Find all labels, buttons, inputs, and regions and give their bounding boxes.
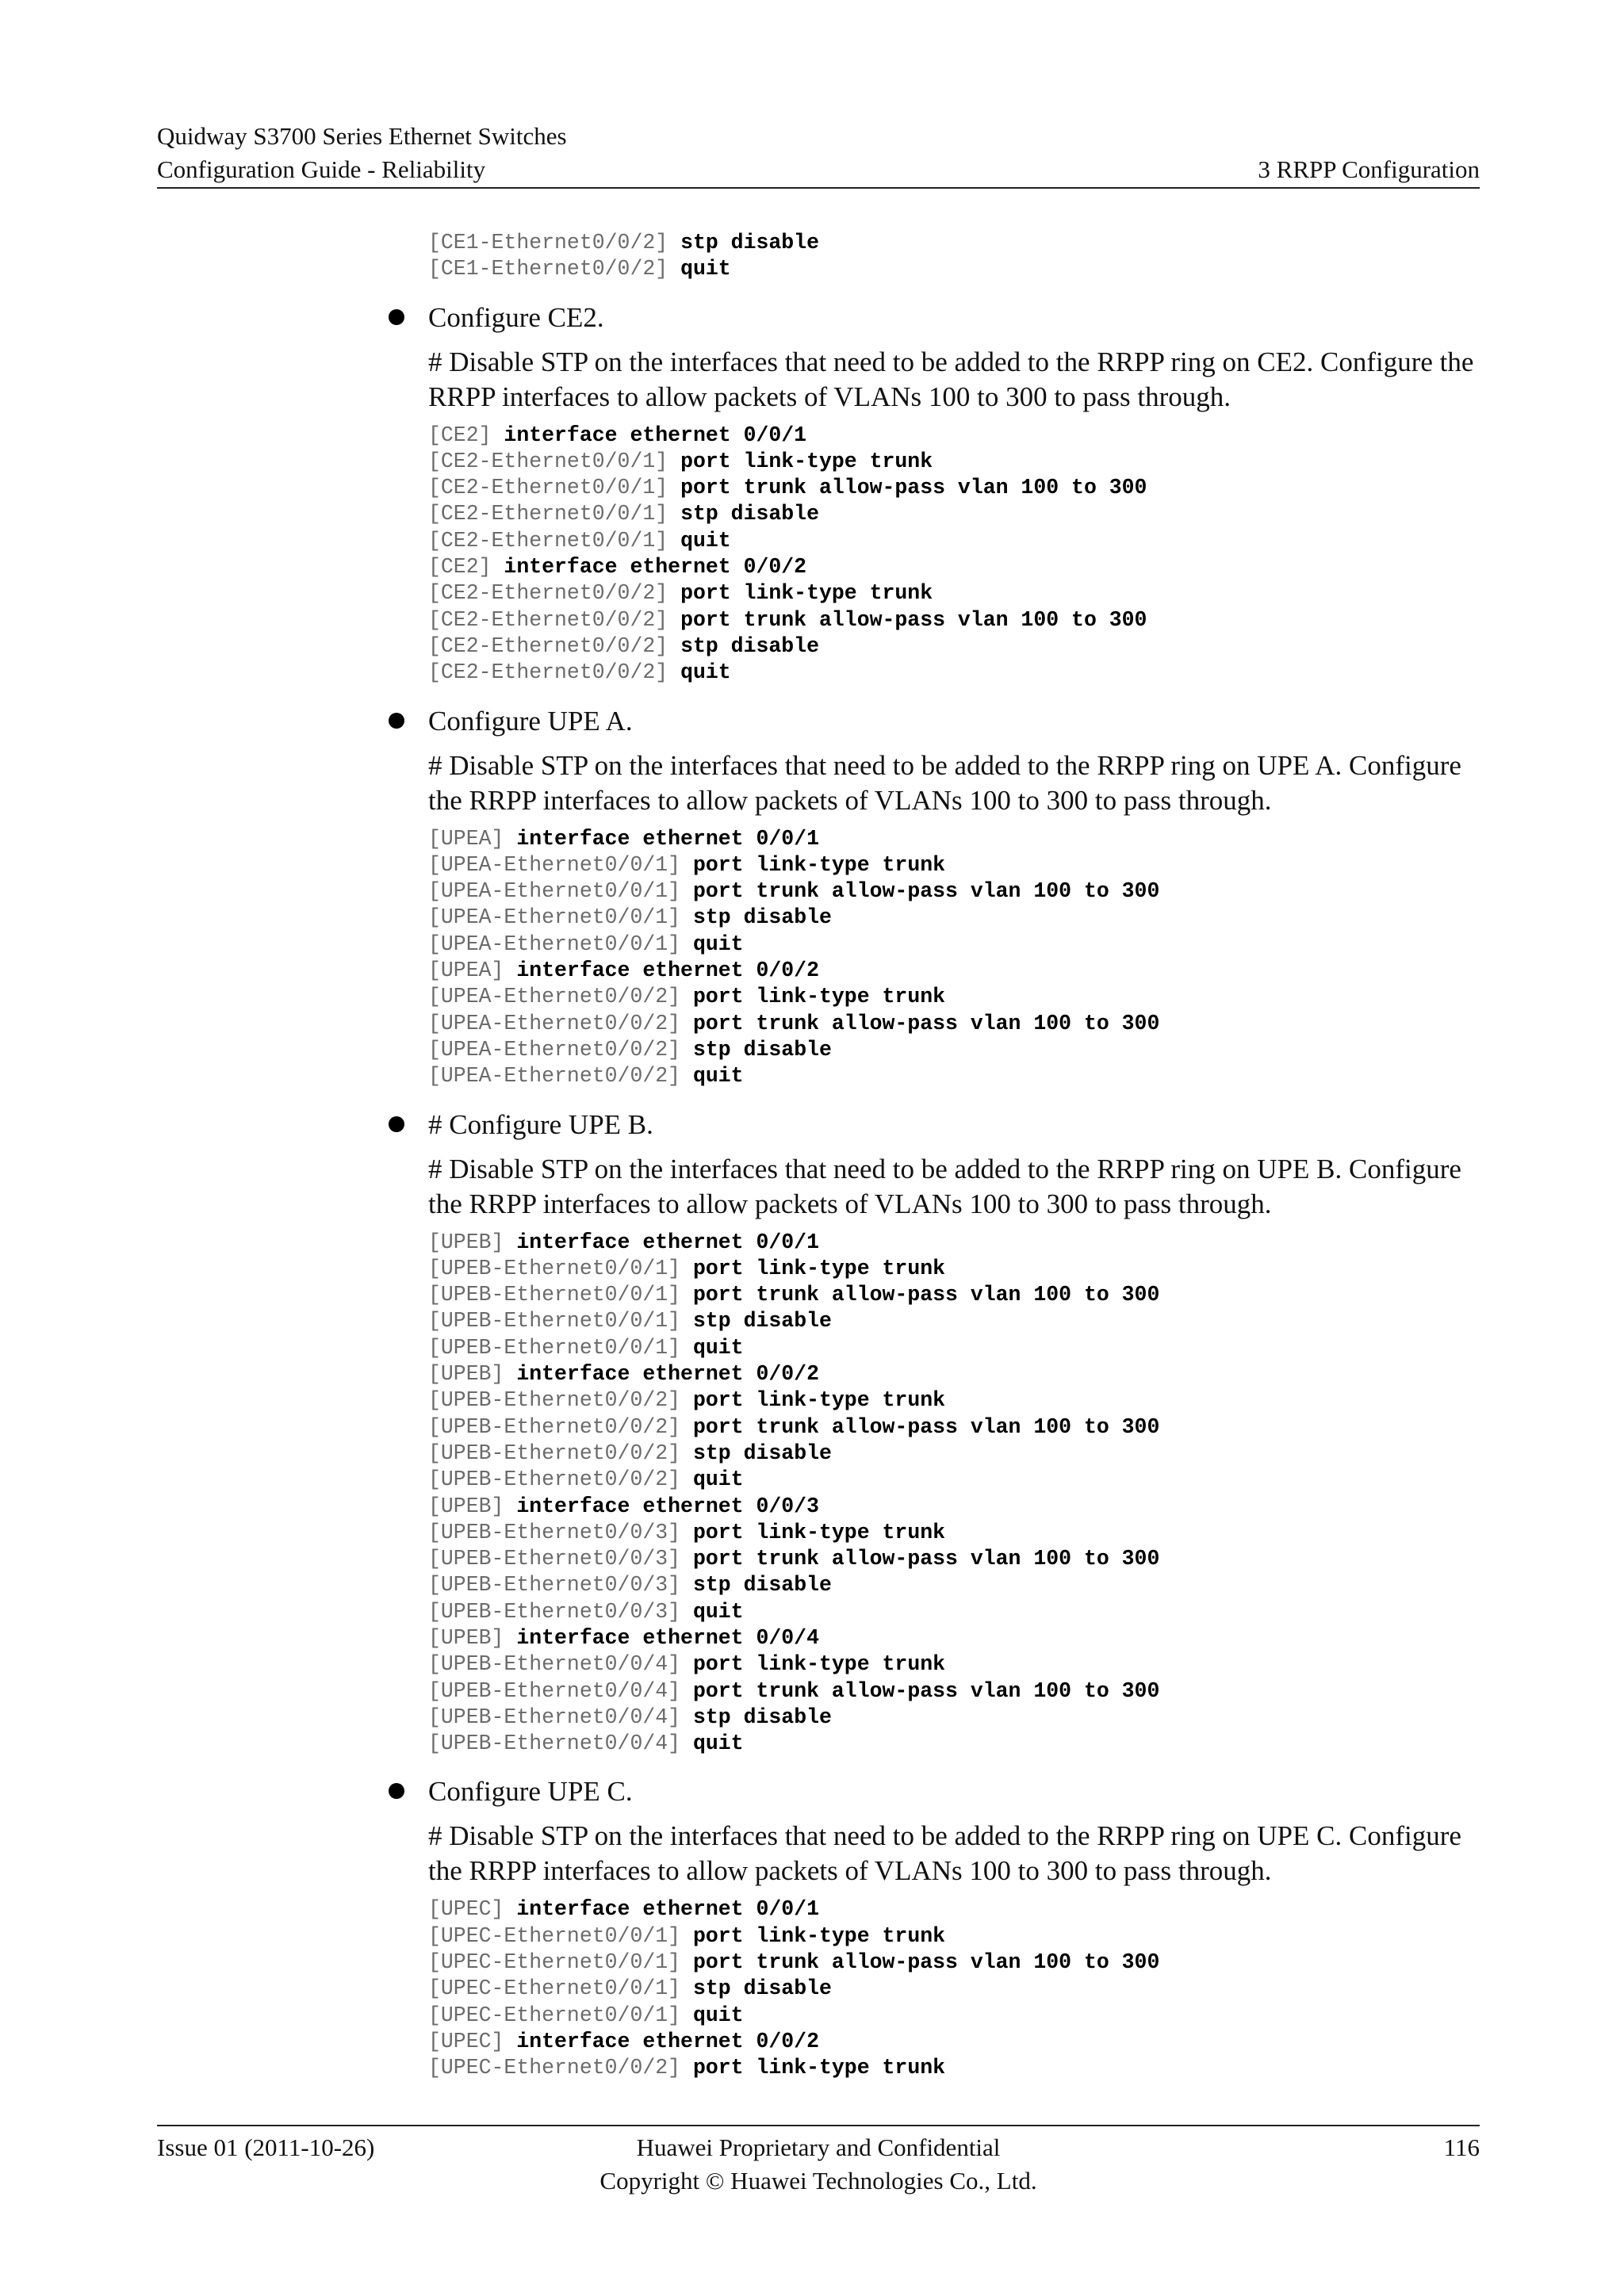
code-line (428, 1256, 1483, 1282)
page-number: 116 (1443, 2133, 1480, 2161)
code-line (428, 984, 1483, 1010)
code-prompt: [UPEA] (428, 959, 504, 983)
footer-issue: Issue 01 (2011-10-26) (157, 2133, 375, 2161)
code-prompt: [UPEC-Ethernet0/0/2] (428, 2056, 681, 2080)
header-guide: Configuration Guide - Reliability (157, 155, 486, 183)
code-command: interface ethernet 0/0/3 (516, 1494, 819, 1518)
code-command: stp disable (692, 1309, 832, 1334)
sections-container (428, 283, 1483, 2082)
code-line (428, 230, 1483, 256)
code-prompt: [UPEB-Ethernet0/0/3] (428, 1520, 681, 1544)
code-command: port link-type trunk (692, 1652, 946, 1677)
code-line (428, 1063, 1483, 1089)
code-prompt: [UPEB-Ethernet0/0/1] (428, 1256, 681, 1280)
bullet-text: Configure UPE A. (428, 705, 633, 737)
code-prompt: [UPEB-Ethernet0/0/4] (428, 1652, 681, 1677)
code-prompt: [CE2] (428, 555, 492, 580)
code-command: stp disable (692, 1705, 832, 1729)
code-command: port trunk allow-pass vlan 100 to 300 (680, 607, 1147, 632)
code-line (428, 423, 1483, 449)
code-command: quit (692, 1599, 744, 1624)
code-command: quit (680, 660, 731, 685)
code-command: port link-type trunk (692, 1388, 946, 1413)
code-line (428, 256, 1483, 282)
code-prompt: [CE2-Ethernet0/0/1] (428, 449, 668, 473)
code-prompt: [UPEC] (428, 2029, 504, 2053)
code-line (428, 607, 1483, 633)
code-line (428, 1896, 1483, 1923)
code-line (428, 1572, 1483, 1598)
code-prompt: [UPEB-Ethernet0/0/3] (428, 1573, 681, 1598)
bullet-dot-icon (389, 713, 404, 729)
code-prompt: [UPEB-Ethernet0/0/3] (428, 1599, 681, 1624)
code-line (428, 826, 1483, 852)
code-prompt: [UPEB-Ethernet0/0/4] (428, 1678, 681, 1703)
code-command: quit (692, 1064, 744, 1089)
code-command: port link-type trunk (680, 449, 933, 473)
code-line (428, 878, 1483, 905)
code-prompt: [UPEA-Ethernet0/0/2] (428, 1011, 681, 1035)
page-content (428, 230, 1483, 2082)
code-line (428, 2055, 1483, 2081)
code-prompt: [CE1-Ethernet0/0/2] (428, 231, 668, 254)
code-command: port trunk allow-pass vlan 100 to 300 (692, 1547, 1160, 1571)
code-prompt: [UPEB] (428, 1494, 504, 1518)
code-prompt: [UPEC] (428, 1897, 504, 1922)
code-command: port link-type trunk (692, 985, 946, 1009)
code-prompt: [CE2-Ethernet0/0/2] (428, 607, 668, 632)
code-prompt: [UPEC-Ethernet0/0/1] (428, 1976, 681, 2001)
code-prompt: [UPEA] (428, 826, 504, 851)
code-prompt: [UPEB] (428, 1625, 504, 1650)
code-line (428, 633, 1483, 660)
code-command: interface ethernet 0/0/2 (516, 1362, 819, 1387)
section-bullet (428, 1108, 1483, 1142)
intro-code-block (428, 230, 1483, 283)
bullet-text: Configure CE2. (428, 301, 604, 333)
code-command: stp disable (680, 231, 819, 254)
section-gap (428, 1757, 1483, 1771)
code-command: stp disable (680, 633, 819, 658)
code-command: port trunk allow-pass vlan 100 to 300 (692, 1678, 1160, 1703)
code-prompt: [UPEA-Ethernet0/0/1] (428, 852, 681, 877)
bullet-dot-icon (389, 1783, 404, 1799)
code-command: port trunk allow-pass vlan 100 to 300 (692, 1414, 1160, 1439)
code-line (428, 1625, 1483, 1651)
code-prompt: [CE2-Ethernet0/0/1] (428, 528, 668, 553)
code-prompt: [UPEA-Ethernet0/0/1] (428, 879, 681, 904)
code-line (428, 1678, 1483, 1705)
code-command: interface ethernet 0/0/1 (516, 1230, 819, 1254)
code-block (428, 826, 1483, 1090)
code-prompt: [UPEB-Ethernet0/0/1] (428, 1309, 681, 1334)
code-line (428, 1387, 1483, 1414)
code-line (428, 580, 1483, 607)
code-command: stp disable (692, 1037, 832, 1062)
code-prompt: [UPEA-Ethernet0/0/2] (428, 985, 681, 1009)
code-line (428, 1494, 1483, 1520)
code-line (428, 1923, 1483, 1950)
code-command: port trunk allow-pass vlan 100 to 300 (680, 476, 1147, 500)
section-bullet (428, 704, 1483, 739)
code-line (428, 958, 1483, 984)
code-line (428, 475, 1483, 501)
code-line (428, 1520, 1483, 1546)
code-line (428, 528, 1483, 554)
code-line (428, 1037, 1483, 1063)
footer-confidential: Huawei Proprietary and Confidential (636, 2133, 1001, 2161)
code-line (428, 1011, 1483, 1037)
code-line (428, 1599, 1483, 1625)
code-prompt: [UPEA-Ethernet0/0/2] (428, 1064, 681, 1089)
code-prompt: [UPEB-Ethernet0/0/2] (428, 1388, 681, 1413)
code-prompt: [UPEB-Ethernet0/0/1] (428, 1335, 681, 1360)
code-command: stp disable (692, 1976, 832, 2001)
page-footer (157, 2125, 1480, 2206)
code-prompt: [UPEC-Ethernet0/0/1] (428, 1923, 681, 1948)
code-line (428, 449, 1483, 475)
code-prompt: [UPEA-Ethernet0/0/2] (428, 1037, 681, 1062)
code-line (428, 1467, 1483, 1493)
code-command: quit (692, 1732, 744, 1756)
code-command: quit (692, 1335, 744, 1360)
code-command: interface ethernet 0/0/1 (504, 423, 807, 447)
section-bullet (428, 300, 1483, 335)
code-line (428, 852, 1483, 878)
code-prompt: [UPEC-Ethernet0/0/1] (428, 1950, 681, 1975)
code-prompt: [CE2-Ethernet0/0/1] (428, 502, 668, 526)
section-gap (428, 283, 1483, 297)
code-line (428, 1441, 1483, 1467)
code-line (428, 1308, 1483, 1334)
code-line (428, 660, 1483, 686)
section-gap (428, 1090, 1483, 1104)
code-command: port trunk allow-pass vlan 100 to 300 (692, 1283, 1160, 1307)
code-line (428, 2003, 1483, 2029)
code-prompt: [UPEB-Ethernet0/0/2] (428, 1414, 681, 1439)
code-prompt: [CE1-Ethernet0/0/2] (428, 257, 668, 281)
code-command: quit (680, 528, 731, 553)
code-line (428, 501, 1483, 527)
code-block (428, 1230, 1483, 1758)
code-command: stp disable (692, 1573, 832, 1598)
bullet-text: Configure UPE C. (428, 1776, 633, 1808)
code-prompt: [UPEB-Ethernet0/0/2] (428, 1468, 681, 1492)
code-line (428, 1361, 1483, 1387)
code-line (428, 1282, 1483, 1308)
code-command: quit (692, 932, 744, 956)
bullet-text: # Configure UPE B. (428, 1108, 653, 1140)
code-command: interface ethernet 0/0/2 (504, 555, 807, 580)
section-description: # Disable STP on the interfaces that need to be added to the RRPP ring on UPE C. Configure the RRPP interfaces to allow packets of VLANs 100 to 300 to pass through. (428, 1820, 1461, 1887)
code-line (428, 905, 1483, 931)
code-prompt: [UPEB] (428, 1362, 504, 1387)
page-header (157, 119, 1480, 189)
code-line (428, 1705, 1483, 1731)
code-prompt: [UPEC-Ethernet0/0/1] (428, 2003, 681, 2027)
code-prompt: [CE2-Ethernet0/0/2] (428, 581, 668, 606)
code-command: port trunk allow-pass vlan 100 to 300 (692, 1011, 1160, 1035)
section-description: # Disable STP on the interfaces that need to be added to the RRPP ring on UPE A. Configure the RRPP interfaces to allow packets of VLANs 100 to 300 to pass through. (428, 749, 1461, 816)
code-prompt: [UPEB-Ethernet0/0/2] (428, 1441, 681, 1465)
code-prompt: [CE2-Ethernet0/0/1] (428, 476, 668, 500)
code-command: stp disable (680, 502, 819, 526)
code-block (428, 423, 1483, 687)
code-prompt: [CE2-Ethernet0/0/2] (428, 633, 668, 658)
code-prompt: [UPEA-Ethernet0/0/1] (428, 932, 681, 956)
code-line (428, 1731, 1483, 1757)
code-command: interface ethernet 0/0/4 (516, 1625, 819, 1650)
code-command: stp disable (692, 1441, 832, 1465)
code-line (428, 1976, 1483, 2002)
code-block (428, 1896, 1483, 2081)
section-description: # Disable STP on the interfaces that need to be added to the RRPP ring on UPE B. Configure the RRPP interfaces to allow packets of VLANs 100 to 300 to pass through. (428, 1153, 1461, 1219)
code-prompt: [UPEB-Ethernet0/0/1] (428, 1283, 681, 1307)
code-command: port link-type trunk (692, 1256, 946, 1280)
code-command: quit (692, 2003, 744, 2027)
section-bullet (428, 1774, 1483, 1809)
header-product: Quidway S3700 Series Ethernet Switches (157, 122, 567, 150)
code-line (428, 1230, 1483, 1256)
code-command: quit (680, 257, 731, 281)
code-prompt: [UPEB-Ethernet0/0/4] (428, 1732, 681, 1756)
code-prompt: [CE2] (428, 423, 492, 447)
section-description: # Disable STP on the interfaces that need to be added to the RRPP ring on CE2. Configure the RRPP interfaces to allow packets of VLANs 100 to 300 to pass through. (428, 346, 1474, 412)
code-prompt: [UPEB-Ethernet0/0/3] (428, 1547, 681, 1571)
code-prompt: [CE2-Ethernet0/0/2] (428, 660, 668, 685)
code-command: port link-type trunk (680, 581, 933, 606)
code-line (428, 932, 1483, 958)
code-line (428, 1651, 1483, 1678)
code-command: port link-type trunk (692, 1520, 946, 1544)
code-command: port trunk allow-pass vlan 100 to 300 (692, 879, 1160, 904)
code-prompt: [UPEB-Ethernet0/0/4] (428, 1705, 681, 1729)
code-line (428, 1335, 1483, 1361)
bullet-dot-icon (389, 309, 404, 325)
code-line (428, 2029, 1483, 2055)
code-command: port link-type trunk (692, 2056, 946, 2080)
code-command: port trunk allow-pass vlan 100 to 300 (692, 1950, 1160, 1975)
code-command: stp disable (692, 905, 832, 930)
bullet-dot-icon (389, 1116, 404, 1132)
section-gap (428, 687, 1483, 701)
code-prompt: [UPEA-Ethernet0/0/1] (428, 905, 681, 930)
code-command: port link-type trunk (692, 852, 946, 877)
code-line (428, 1546, 1483, 1572)
code-command: quit (692, 1468, 744, 1492)
code-command: interface ethernet 0/0/2 (516, 2029, 819, 2053)
code-prompt: [UPEB] (428, 1230, 504, 1254)
code-command: port link-type trunk (692, 1923, 946, 1948)
header-chapter: 3 RRPP Configuration (1258, 155, 1480, 183)
code-command: interface ethernet 0/0/1 (516, 1897, 819, 1922)
code-line (428, 554, 1483, 580)
code-line (428, 1950, 1483, 1976)
code-command: interface ethernet 0/0/1 (516, 826, 819, 851)
footer-copyright: Copyright © Huawei Technologies Co., Ltd. (599, 2167, 1037, 2195)
code-line (428, 1414, 1483, 1441)
code-command: interface ethernet 0/0/2 (516, 959, 819, 983)
